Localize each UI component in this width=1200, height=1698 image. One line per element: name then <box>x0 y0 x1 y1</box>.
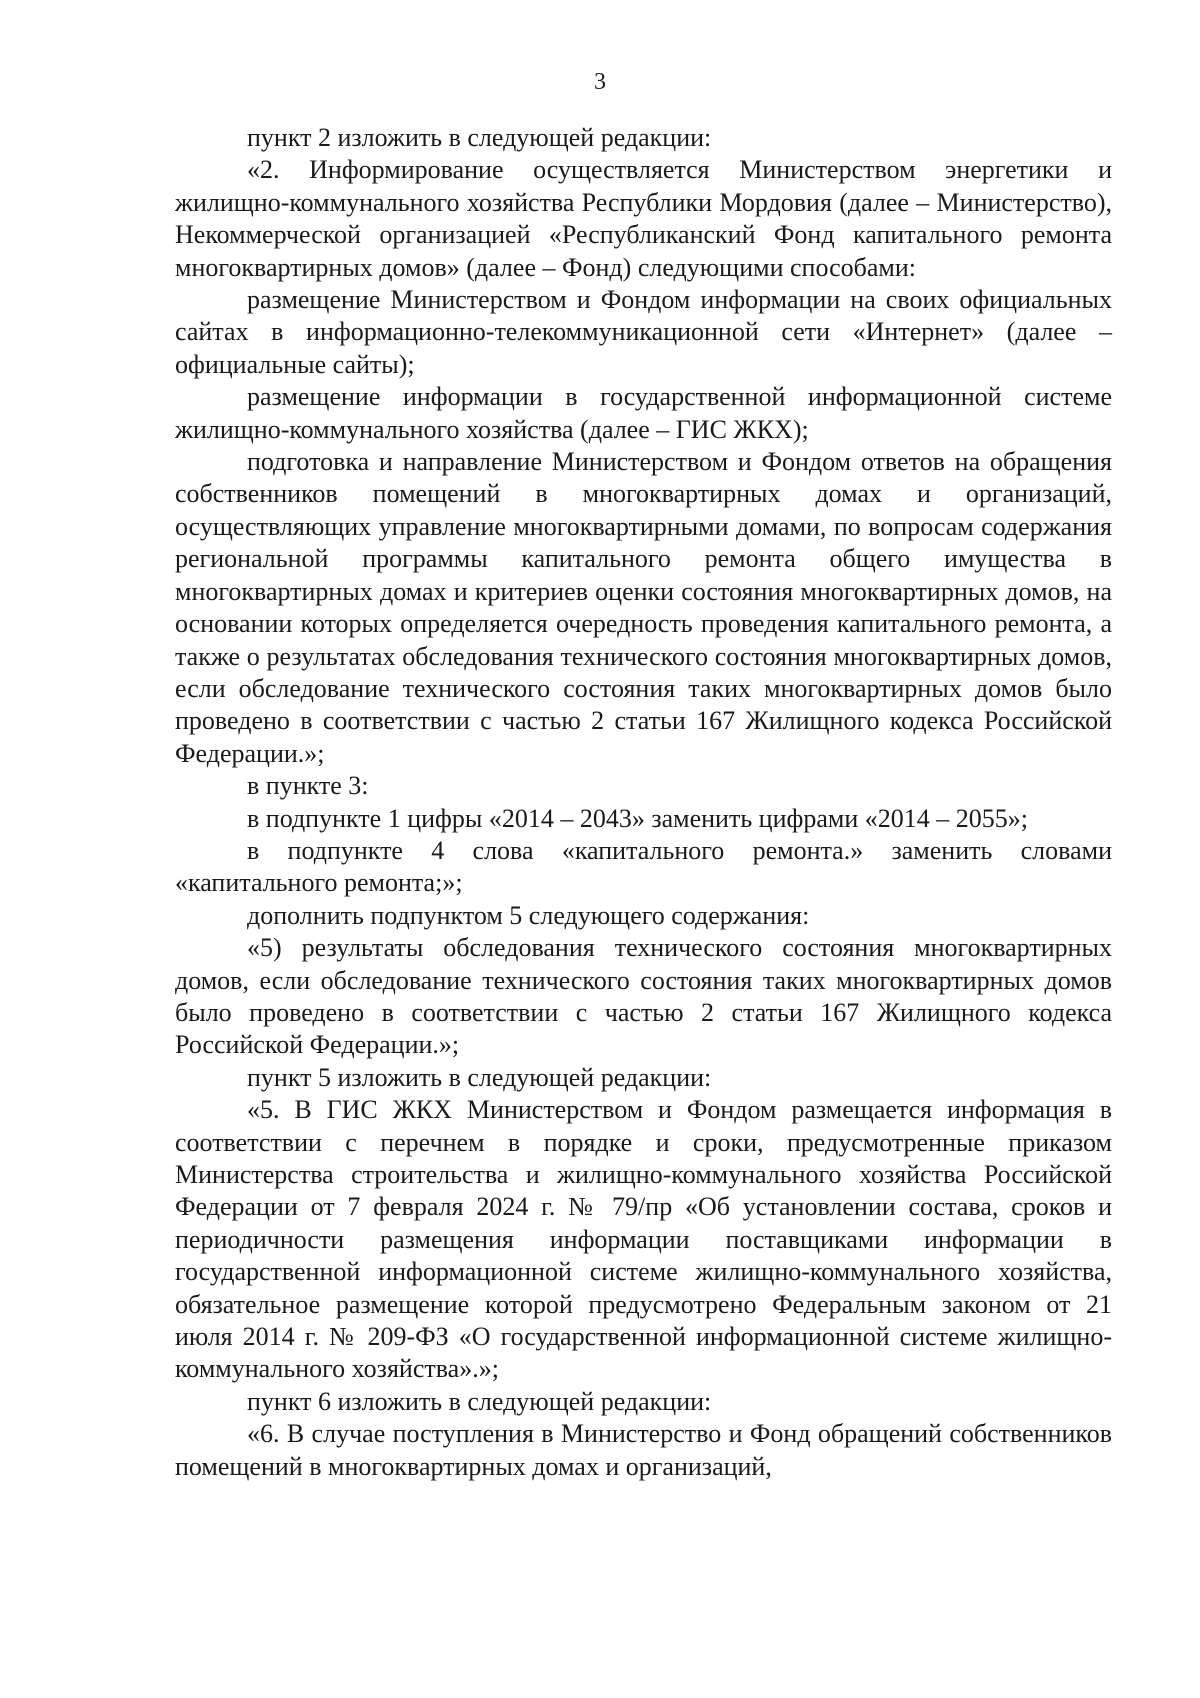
paragraph-subitem-1-years: в подпункте 1 цифры «2014 – 2043» заменить цифрами «2014 – 2055»; <box>247 803 1028 833</box>
paragraph-item-6-text: «6. В случае поступления в Министерство и Фонд обращений собственников помещений в многоквартирных домах и организаций, <box>175 1419 1112 1481</box>
document-body <box>175 122 1112 1483</box>
paragraph-official-sites: размещение Министерством и Фондом информации на своих официальных сайтах в информационно-телекоммуникационной сети «Интернет» (далее – официальные сайты); <box>175 285 1112 379</box>
paragraph-in-item-3: в пункте 3: <box>247 771 369 801</box>
paragraph-subitem-4-words: в подпункте 4 слова «капитального ремонта.» заменить словами «капитального ремонта;»; <box>175 835 1112 898</box>
paragraph-subitem-5-text: «5) результаты обследования технического состояния многоквартирных домов, если обследование технического состояния таких многоквартирных домов было проведено в соответствии с частью 2 статьи 167 Жилищного кодекса Российской Федерации.»; <box>175 933 1112 1060</box>
paragraph-informing-ministry-fund: «2. Информирование осуществляется Министерством энергетики и жилищно-коммунального хозяйства Республики Мордовия (далее – Министерство), Некоммерческой организацией «Республиканский Фонд капитального ремонта многоквартирных домов» (далее – Фонд) следующими способами: <box>175 155 1112 282</box>
paragraph-amend-item-5: пункт 5 изложить в следующей редакции: <box>247 1062 712 1092</box>
paragraph-gis-zhkh: размещение информации в государственной информационной системе жилищно-коммунального хозяйства (далее – ГИС ЖКХ); <box>175 382 1112 444</box>
paragraph-amend-item-2: пункт 2 изложить в следующей редакции: <box>247 123 712 152</box>
paragraph-item-5-text: «5. В ГИС ЖКХ Министерством и Фондом размещается информация в соответствии с перечнем в порядке и сроки, предусмотренные приказом Министерства строительства и жилищно-коммунального хозяйства Российской Федерации от 7 февраля 2024 г. № 79/пр «Об установлении состава, сроков и периодичности размещения информации поставщиками информации в государственной информационной системе жилищно-коммунального хозяйства, обязательное размещение которой предусмотрено Федеральным законом от 21 июля 2014 г. № 209-ФЗ «О государственной информационной системе жилищно-коммунального хозяйства».»; <box>175 1095 1112 1384</box>
paragraph-add-subitem-5: дополнить подпунктом 5 следующего содержания: <box>247 900 810 930</box>
page-number: 3 <box>594 69 606 95</box>
paragraph-answers-to-appeals: подготовка и направление Министерством и Фондом ответов на обращения собственников помещений в многоквартирных домах и организаций, осуществляющих управление многоквартирными домами, по вопросам содержания региональной программы капитального ремонта общего имущества в многоквартирных домах и критериев оценки состояния многоквартирных домов, на основании которых определяется очередность проведения капитального ремонта, а также о результатах обследования технического состояния многоквартирных домов, если обследование технического состояния таких многоквартирных домов было проведено в соответствии с частью 2 статьи 167 Жилищного кодекса Российской Федерации.»; <box>175 447 1112 768</box>
paragraph-amend-item-6: пункт 6 изложить в следующей редакции: <box>247 1386 712 1416</box>
